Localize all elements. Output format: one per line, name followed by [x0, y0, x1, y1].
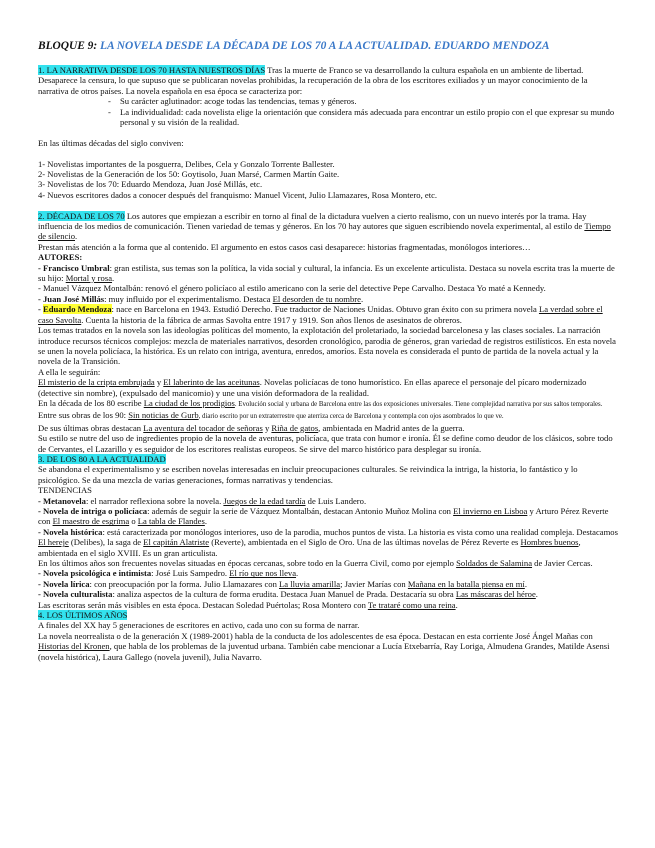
work-title: Juegos de la edad tardía	[223, 495, 306, 506]
work-title: Tiempo de silencio	[38, 221, 611, 242]
work-title: El maestro de esgrima	[52, 516, 130, 527]
section-3-heading: 3. DE LOS 80 A LA ACTUALIDAD	[38, 453, 166, 464]
author-umbral: - Francisco Umbral: gran estilista, sus temas son la política, la vida social y cultural, la infancia. Es un excelente articulista. Destaca su novela escrita tras la muerte de su hijo: Mortal y rosa.	[38, 262, 615, 284]
section-4-heading-line	[38, 610, 620, 620]
list-item	[38, 96, 620, 106]
text: , ambientada en Madrid antes de la guerra.	[318, 422, 465, 433]
author-mendoza: - Eduardo Mendoza: nace en Barcelona en 1943. Estudió Derecho. Fue traductor de Naciones Unidas. Obtuvo gran éxito con su primera novela La verdad sobre el caso Savolta. Cuenta la historia de la fábrica de armas Savolta entre 1917 y 1919. Son años llenos de asesinatos de obreros.	[38, 304, 603, 325]
text: de Javier Cercas.	[532, 558, 593, 569]
work-title: La lluvia amarilla	[279, 578, 341, 589]
paragraph: A finales del XX hay 5 generaciones de escritores en activo, cada uno con su forma de narrar.	[38, 620, 360, 631]
text: de Luis Landero.	[305, 495, 367, 506]
text: : además de seguir la serie de Vázquez Montalbán, destacan Antonio Muñoz Molina con	[147, 506, 454, 517]
paragraph	[38, 410, 620, 422]
text: y Arturo Pérez Reverte con	[38, 506, 609, 527]
work-title: El laberinto de las aceitunas	[163, 377, 260, 388]
text: . Novelas policíacas de tono humorístico. En ellas aparece el personaje del pícaro modernizado (detective sin nombre), (expulsado del manicomio) y une una visión deformadora de la realidad.	[38, 377, 587, 398]
tendency-name: - Novela histórica	[38, 526, 103, 537]
section-2-paragraph	[38, 211, 620, 242]
work-title: Historias del Kronen	[38, 641, 110, 652]
text: : José Luis Sampedro.	[151, 568, 230, 579]
section-1-heading: 1. LA NARRATIVA DESDE LOS 70 HASTA NUESTROS DÍAS	[38, 65, 266, 75]
text: (Delibes), la saga de	[68, 537, 144, 548]
paragraph: Los temas tratados en la novela son las ideologías políticas del momento, la explotación del proletariado, la sociedad barcelonesa y las clases sociales. La narración introduce recursos técnicos complejos: mezcla de materiales narrativos, desorden cronológico, parodia de géneros, gran variedad de registros estilísticos. En esta novela se unen la novela policíaca, la histórica. Es un relato con intriga, aventura, enredos, amoríos. Esta novela es considerada el punto de partida de la novela actual y la novela de la Transición.	[38, 325, 616, 367]
list-item: 3- Novelistas de los 70: Eduardo Mendoza, Juan José Millás, etc.	[38, 179, 263, 190]
list-item: 2- Novelistas de la Generación de los 50: Goytisolo, Juan Marsé, Carmen Martín Gaite.	[38, 169, 340, 180]
text: Los autores que empiezan a escribir en torno al final de la dictadura vuelven a cierto realismo, con un nuevo interés por la trama. Hay influencia de los medios de comunicación. Tienen variedad de temas y géneros. En los 70 hay autores que siguen escribiendo novela experimental, al estilo de	[38, 210, 587, 232]
paragraph: Las escritoras serán más visibles en esta época. Destacan Soledad Puértolas; Rosa Montero con Te trataré como una reina.	[38, 599, 458, 610]
paragraph	[38, 631, 620, 662]
tendency-lirica: - Novela lírica: con preocupación por la forma. Julio Llamazares con La lluvia amarilla; Javier Marías con Mañana en la batalla piensa en mí.	[38, 578, 527, 589]
text: , que habla de los problemas de la juventud urbana. También cabe mencionar a Lucía Etxebarría, Ray Loriga, Almudena Grandes, Matilde Asensi (novela histórica), Laura Gallego (novela juvenil), Julia Navarro.	[38, 641, 610, 662]
text: : el narrador reflexiona sobre la novela.	[85, 495, 224, 506]
text: . Cuenta la historia de la fábrica de armas Savolta entre 1917 y 1919. Son años llenos de asesinatos de obreros.	[81, 314, 462, 325]
bullet-mark: -	[108, 106, 111, 117]
text: : nace en Barcelona en 1943. Estudió Derecho. Fue traductor de Naciones Unidas. Obtuvo gran éxito con su primera novela	[111, 304, 539, 315]
author-name: - Francisco Umbral	[38, 262, 110, 273]
bullet-mark: -	[108, 96, 111, 107]
tendency-metanovela	[38, 496, 620, 506]
section-1-text: Tras la muerte de Franco se va desarrollando la cultura española en un ambiente de libertad. Desaparece la censura, lo que supuso que se publicaran novelas prohibidas, la recuperación de la obra de los escritores exiliados y un mayor conocimiento de la narrativa de otros países. La novela española en esa época se caracteriza por:	[38, 65, 588, 96]
work-title: El capitán Alatriste	[143, 537, 210, 548]
characteristics-list	[38, 96, 620, 127]
text: En los últimos años son frecuentes novelas situadas en épocas cercanas, sobre todo en la Guerra Civil, como por ejemplo	[38, 558, 457, 569]
text: La novela neorrealista o de la generación X (1989-2001) habla de la conducta de los adolescentes de esa época. Destacan en esta corriente José Ángel Mañas con	[38, 630, 593, 641]
paragraph: Su estilo se nutre del uso de ingredientes propio de la novela de aventuras, policíaca, que trata con humor e ironía. Él se define como deudor de los clásicos, sobre todo de Cervantes, el Lazarillo y es seguidor de los escritores realistas europeos. Se sirve del marco histórico para desplegar su ironía.	[38, 433, 613, 454]
work-title: Mañana en la batalla piensa en mí	[407, 578, 525, 589]
text: : con preocupación por la forma. Julio Llamazares con	[89, 578, 280, 589]
small-text: . Evolución social y urbana de Barcelona entre las dos exposiciones universales. Tiene complejidad narrativa por sus saltos temporales.	[234, 400, 603, 408]
author-name: - Juan José Millás	[38, 293, 105, 304]
text: , ambientada en el siglo XVIII. Es un gran articulista.	[38, 537, 581, 558]
work-title: La aventura del tocador de señoras	[143, 422, 263, 433]
tendency-intriga: - Novela de intriga o policíaca: además de seguir la serie de Vázquez Montalbán, destacan Antonio Muñoz Molina con El invierno en Lisboa y Arturo Pérez Reverte con El maestro de esgrima o La tabla de Flandes.	[38, 506, 609, 527]
tendencies-label: TENDENCIAS	[38, 485, 92, 496]
text: : está caracterizada por monólogos interiores, uso de la parodia, muchos puntos de vista. La historia es vista como una realidad compleja. Destacamos	[102, 526, 618, 537]
small-text: , diario escrito por un extraterrestre que aterriza cerca de Barcelona y contempla con ojos asombrados lo que ve.	[198, 413, 504, 421]
paragraph	[38, 398, 620, 410]
work-title: El hereje	[38, 537, 69, 548]
tendency-psicologica: - Novela psicológica e intimista: José Luis Sampedro. El río que nos lleva.	[38, 568, 299, 579]
text: Entre sus obras de los 90:	[38, 410, 129, 421]
document-title	[38, 40, 620, 53]
text: : gran estilista, sus temas son la política, la vida social y cultural, la infancia. Es un excelente articulista. Destaca su novela escrita tras la muerte de su hijo:	[38, 262, 615, 284]
work-title: La verdad sobre el caso Savolta	[38, 304, 603, 325]
author-name-highlight: Eduardo Mendoza	[43, 304, 112, 315]
text: y	[154, 377, 164, 388]
text: : muy influido por el experimentalismo. Destaca	[104, 293, 273, 304]
work-title: Sin noticias de Gurb	[128, 410, 199, 421]
work-title: El invierno en Lisboa	[453, 506, 528, 517]
work-title: El misterio de la cripta embrujada	[38, 377, 155, 388]
paragraph	[38, 423, 620, 433]
work-title: Las máscaras del héroe	[455, 589, 536, 600]
tendency-name: - Novela psicológica e intimista	[38, 568, 152, 579]
tendency-name: - Novela culturalista	[38, 589, 113, 600]
decades-intro: En las últimas décadas del siglo conviven:	[38, 137, 184, 148]
paragraph: Se abandona el experimentalismo y se escriben novelas interesadas en incluir preocupaciones culturales. Se reivindica la intriga, la historia, lo fantástico y lo psicológico. Se da una mezcla de varias generaciones, formas narrativas y tendencias.	[38, 464, 578, 485]
text: o	[129, 516, 138, 527]
paragraph	[38, 377, 620, 398]
text: (Reverte), ambientada en el Siglo de Oro. Una de las últimas novelas de Pérez Reverte es	[209, 537, 521, 548]
document-page	[38, 40, 620, 662]
author-vazquez-montalban: - Manuel Vázquez Montalbán: renovó el género policíaco al estilo americano con la serie del detective Pepe Carvalho. Destaca Yo maté a Kennedy.	[38, 283, 546, 294]
work-title: El desorden de tu nombre	[272, 293, 361, 304]
author-millas: - Juan José Millás: muy influido por el experimentalismo. Destaca El desorden de tu nombre.	[38, 293, 364, 304]
work-title: La tabla de Flandes	[137, 516, 205, 527]
section-4-heading: 4. LOS ÚLTIMOS AÑOS	[38, 610, 128, 621]
section-1-paragraph	[38, 65, 620, 96]
text: : analiza aspectos de la cultura de forma erudita. Destaca Juan Manuel de Prada. Destacaría su obra	[112, 589, 456, 600]
text: ; Javier Marías con	[340, 578, 408, 589]
list-item: 1- Novelistas importantes de la posguerra, Delibes, Cela y Gonzalo Torrente Ballester.	[38, 158, 335, 169]
section-2-heading: 2. DÉCADA DE LOS 70	[38, 210, 125, 221]
block-label: BLOQUE 9:	[38, 40, 98, 52]
text: De sus últimas obras destacan	[38, 422, 144, 433]
list-item	[38, 107, 620, 128]
paragraph: Prestan más atención a la forma que al contenido. El argumento en estos casos casi desaparece: historias fragmentadas, monólogos interiores…	[38, 241, 531, 252]
block-title: LA NOVELA DESDE LA DÉCADA DE LOS 70 A LA ACTUALIDAD. EDUARDO MENDOZA	[100, 40, 550, 52]
work-title: Hombres buenos	[520, 537, 579, 548]
work-title: Te trataré como una reina	[367, 599, 456, 610]
tendency-culturalista: - Novela culturalista: analiza aspectos de la cultura de forma erudita. Destaca Juan Manuel de Prada. Destacaría su obra Las máscaras del héroe.	[38, 589, 538, 600]
work-title: La ciudad de los prodigios	[143, 397, 235, 408]
bullet-text: La individualidad: cada novelista elige la orientación que considera más adecuada para encontrar un estilo propio con el que expresar su mundo personal y su visión de la realidad.	[120, 106, 615, 128]
work-title: Soldados de Salamina	[456, 558, 533, 569]
paragraph: A ella le seguirán:	[38, 366, 101, 377]
work-title: El río que nos lleva	[229, 568, 297, 579]
text: En la década de los 80 escribe	[38, 397, 144, 408]
text: Las escritoras serán más visibles en esta época. Destacan Soledad Puértolas; Rosa Montero con	[38, 599, 368, 610]
paragraph	[38, 558, 620, 568]
authors-label: AUTORES:	[38, 252, 83, 263]
tendency-name: - Metanovela	[38, 495, 86, 506]
work-title: Riña de gatos	[271, 422, 319, 433]
section-3-heading-line	[38, 454, 620, 464]
list-item: 4- Nuevos escritores dados a conocer después del franquismo: Manuel Vicent, Julio Llamazares, Rosa Montero, etc.	[38, 189, 438, 200]
text: .	[75, 231, 78, 242]
tendency-name: - Novela de intriga o policíaca	[38, 506, 148, 517]
writer-groups-list	[38, 159, 620, 201]
tendency-name: - Novela lírica	[38, 578, 90, 589]
text: y	[262, 422, 272, 433]
bullet-text: Su carácter aglutinador: acoge todas las tendencias, temas y géneros.	[120, 96, 357, 107]
tendency-historica	[38, 527, 620, 558]
work-title: Mortal y rosa	[65, 273, 113, 284]
